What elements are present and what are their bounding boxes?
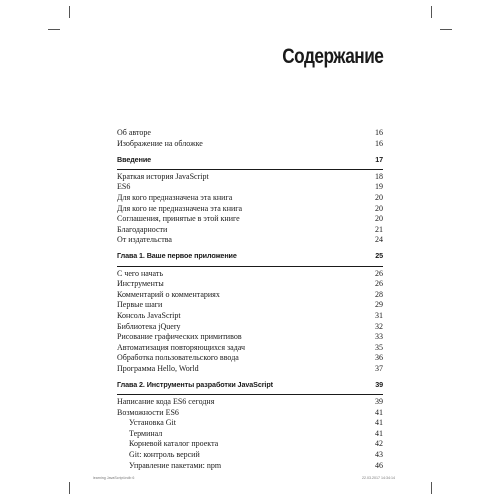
toc-section-heading[interactable]: [117, 380, 383, 391]
toc-heading-page: 25: [375, 251, 383, 261]
toc-entry-label: Библиотека jQuery: [117, 321, 181, 331]
toc-entry-label: Написание кода ES6 сегодня: [117, 397, 215, 407]
toc-entry-label: Для кого не предназначена эта книга: [117, 203, 243, 213]
toc-entry[interactable]: [117, 439, 383, 450]
toc-entry-label: Обработка пользовательского ввода: [117, 353, 239, 363]
toc-entry-label: Инструменты: [117, 279, 164, 289]
toc-entry-page: 19: [375, 182, 383, 192]
toc-entry-label: Управление пакетами: npm: [129, 460, 222, 470]
toc-entry-label: Терминал: [129, 428, 163, 438]
toc-entry[interactable]: [117, 353, 383, 364]
toc-entry[interactable]: [117, 408, 383, 419]
toc-entry-label: Первые шаги: [117, 300, 163, 310]
toc-entry-label: Установка Git: [129, 418, 176, 428]
toc-entry-page: 20: [375, 214, 383, 224]
toc-entry-label: Автоматизация повторяющихся задач: [117, 342, 246, 352]
toc-entry[interactable]: [117, 461, 383, 472]
toc-entry[interactable]: [117, 300, 383, 311]
toc-entry[interactable]: [117, 279, 383, 290]
toc-heading-page: 17: [375, 154, 383, 164]
toc-entry-label: Краткая история JavaScript: [117, 171, 209, 181]
toc-entry-label: Корневой каталог проекта: [129, 439, 219, 449]
toc-entry-page: 16: [375, 138, 383, 148]
toc-entry[interactable]: [117, 450, 383, 461]
toc-entry[interactable]: [117, 397, 383, 408]
toc-entry-label: С чего начать: [117, 268, 164, 278]
crop-mark: [69, 482, 70, 494]
toc-entry-page: 39: [375, 397, 383, 407]
toc-entry-label: От издательства: [117, 235, 172, 245]
toc-entry-label: Возможности ES6: [117, 407, 179, 417]
toc-entry-page: 43: [375, 450, 383, 460]
toc-entry[interactable]: [117, 172, 383, 183]
toc-entry-label: Для кого предназначена эта книга: [117, 192, 233, 202]
toc-entry[interactable]: [117, 225, 383, 236]
toc-entry-label: Консоль JavaScript: [117, 310, 181, 320]
toc-entry-page: 33: [375, 332, 383, 342]
toc-entry-page: 36: [375, 353, 383, 363]
section-rule: [117, 169, 383, 170]
toc-entry[interactable]: [117, 269, 383, 280]
toc-heading-label: Введение: [117, 154, 152, 164]
toc-entry-page: 31: [375, 310, 383, 320]
toc-heading-label: Глава 1. Ваше первое приложение: [117, 251, 237, 261]
toc-entry-page: 41: [375, 407, 383, 417]
toc-entry-page: 18: [375, 171, 383, 181]
section-rule: [117, 394, 383, 395]
toc-entry-page: 41: [375, 418, 383, 428]
toc-entry-label: ES6: [117, 182, 131, 192]
toc-heading-page: 39: [375, 379, 383, 389]
toc-entry-label: Изображение на обложке: [117, 138, 203, 148]
toc-entry-page: 41: [375, 428, 383, 438]
toc-heading-label: Глава 2. Инструменты разработки JavaScript: [117, 379, 273, 389]
toc-entry-label: Благодарности: [117, 224, 168, 234]
toc-entry[interactable]: [117, 235, 383, 246]
toc-entry-page: 32: [375, 321, 383, 331]
toc-entry-label: Об авторе: [117, 128, 151, 137]
toc-entry-page: 16: [375, 128, 383, 137]
page-title: Содержание: [281, 45, 383, 68]
toc-entry-page: 20: [375, 203, 383, 213]
toc-entry-label: Соглашения, принятые в этой книге: [117, 214, 240, 224]
toc-entry[interactable]: [117, 311, 383, 322]
crop-mark: [48, 29, 60, 30]
toc-entry-page: 28: [375, 289, 383, 299]
toc-entry-page: 42: [375, 439, 383, 449]
footer-timestamp: 22.03.2017 14:34:14: [362, 476, 395, 480]
toc-entry[interactable]: [117, 214, 383, 225]
toc-entry[interactable]: [117, 193, 383, 204]
crop-mark: [440, 29, 452, 30]
toc-entry-label: Git: контроль версий: [129, 450, 200, 460]
toc-entry-page: 21: [375, 224, 383, 234]
toc-entry-label: Рисование графических примитивов: [117, 332, 242, 342]
toc-entry-page: 26: [375, 279, 383, 289]
footer-file-info: learning JavaScript.indb 6: [93, 476, 135, 480]
toc-section-heading[interactable]: [117, 251, 383, 262]
table-of-contents: [117, 128, 383, 471]
toc-entry[interactable]: [117, 343, 383, 354]
toc-entry[interactable]: [117, 204, 383, 215]
toc-entry-page: 29: [375, 300, 383, 310]
toc-entry-page: 35: [375, 342, 383, 352]
toc-entry[interactable]: [117, 322, 383, 333]
toc-entry[interactable]: [117, 182, 383, 193]
section-rule: [117, 266, 383, 267]
toc-entry[interactable]: [117, 429, 383, 440]
toc-entry-page: 20: [375, 192, 383, 202]
toc-entry[interactable]: [117, 332, 383, 343]
toc-entry-label: Программа Hello, World: [117, 363, 199, 373]
crop-mark: [431, 6, 432, 18]
toc-entry[interactable]: [117, 290, 383, 301]
crop-mark: [431, 482, 432, 494]
toc-section-heading[interactable]: [117, 155, 383, 166]
crop-mark: [69, 6, 70, 18]
toc-entry-page: 26: [375, 268, 383, 278]
toc-entry[interactable]: [117, 364, 383, 375]
toc-entry-page: 37: [375, 363, 383, 373]
toc-entry[interactable]: [117, 418, 383, 429]
toc-entry-label: Комментарий о комментариях: [117, 289, 220, 299]
toc-entry-page: 46: [375, 460, 383, 470]
toc-entry[interactable]: [117, 139, 383, 150]
toc-entry-page: 24: [375, 235, 383, 245]
toc-entry[interactable]: [117, 128, 383, 139]
